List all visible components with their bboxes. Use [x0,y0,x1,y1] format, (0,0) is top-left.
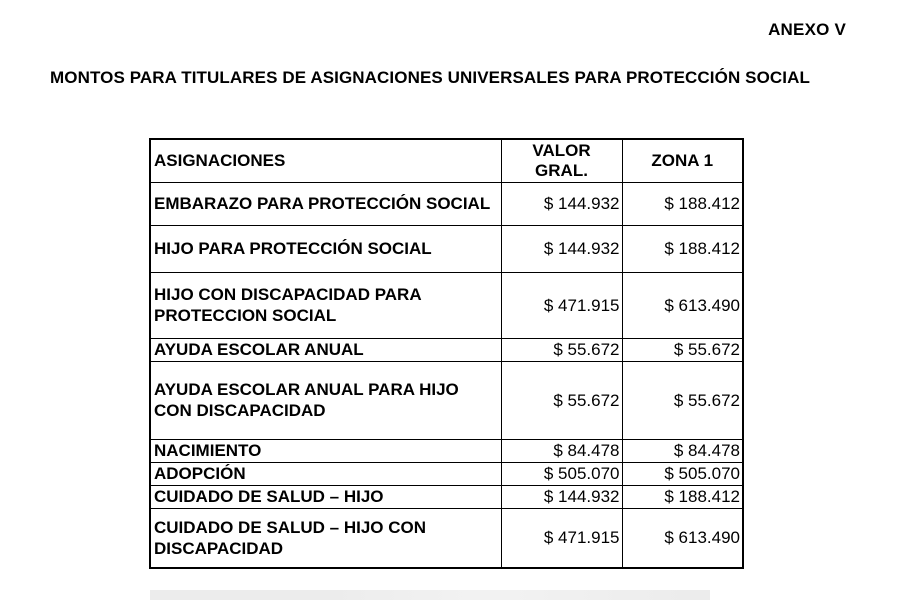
row-name: CUIDADO DE SALUD – HIJO [150,485,501,508]
row-valor-gral: $ 144.932 [501,485,622,508]
row-valor-gral: $ 55.672 [501,338,622,361]
row-name: ADOPCIÓN [150,462,501,485]
row-valor-gral: $ 144.932 [501,225,622,272]
row-name: AYUDA ESCOLAR ANUAL PARA HIJO CON DISCAPACIDAD [150,361,501,439]
table-row [150,462,743,485]
table-row [150,508,743,568]
table-row [150,485,743,508]
row-zona-1: $ 55.672 [622,361,743,439]
row-zona-1: $ 188.412 [622,485,743,508]
table-header-row [150,139,743,182]
row-name: NACIMIENTO [150,439,501,462]
row-zona-1: $ 613.490 [622,272,743,338]
table-row [150,182,743,225]
row-name: EMBARAZO PARA PROTECCIÓN SOCIAL [150,182,501,225]
row-zona-1: $ 84.478 [622,439,743,462]
table-row [150,338,743,361]
row-name: HIJO CON DISCAPACIDAD PARA PROTECCION SOCIAL [150,272,501,338]
row-zona-1: $ 188.412 [622,182,743,225]
row-valor-gral: $ 471.915 [501,508,622,568]
table-row [150,439,743,462]
table-row [150,272,743,338]
table-row [150,361,743,439]
row-name: CUIDADO DE SALUD – HIJO CON DISCAPACIDAD [150,508,501,568]
annex-label: ANEXO V [768,20,846,39]
row-valor-gral: $ 505.070 [501,462,622,485]
row-name: HIJO PARA PROTECCIÓN SOCIAL [150,225,501,272]
column-header-valor-gral [501,139,622,182]
row-valor-gral: $ 84.478 [501,439,622,462]
row-zona-1: $ 505.070 [622,462,743,485]
amounts-table [149,138,744,569]
row-valor-gral: $ 144.932 [501,182,622,225]
row-name: AYUDA ESCOLAR ANUAL [150,338,501,361]
row-valor-gral: $ 55.672 [501,361,622,439]
row-zona-1: $ 188.412 [622,225,743,272]
column-header-asignaciones: ASIGNACIONES [150,139,501,182]
row-valor-gral: $ 471.915 [501,272,622,338]
table-row [150,225,743,272]
row-zona-1: $ 613.490 [622,508,743,568]
cut-off-footnote-line [150,590,710,600]
document-title: MONTOS PARA TITULARES DE ASIGNACIONES UNIVERSALES PARA PROTECCIÓN SOCIAL [50,68,810,87]
column-header-valor-gral-text: VALOR GRAL. [532,140,591,180]
row-zona-1: $ 55.672 [622,338,743,361]
column-header-zona-1: ZONA 1 [622,139,743,182]
